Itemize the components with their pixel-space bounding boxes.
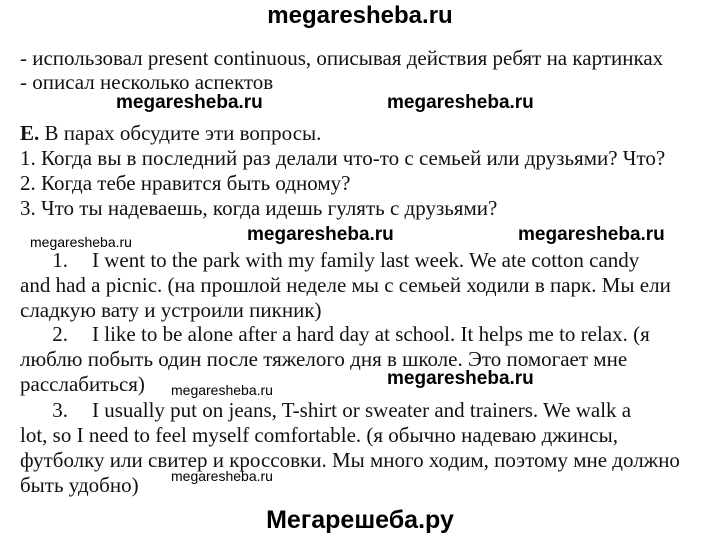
question-3: 3. Что ты надеваешь, когда идешь гулять с друзьями? [20,196,498,220]
answer-3-line-3: футболку или свитер и кроссовки. Мы много ходим, поэтому мне должно [20,448,680,472]
watermark-small-3: megaresheba.ru [171,468,273,484]
answer-1-number: 1. [52,248,68,272]
answer-3-number: 3. [52,398,68,422]
question-1: 1. Когда вы в последний раз делали что-то с семьей или друзьями? Что? [20,146,666,170]
answer-1-line-1: 1. I went to the park with my family last week. We ate cotton candy [20,248,639,272]
answer-3-line-1: 3. I usually put on jeans, T-shirt or sweater and trainers. We walk a [20,398,631,422]
answer-1-line-3: сладкую вату и устроили пикник) [20,298,322,322]
answer-2-line-3: расслабиться) [20,372,145,396]
watermark-small-2: megaresheba.ru [171,382,273,398]
answer-3-line-4: быть удобно) [20,473,139,497]
intro-line-2: - описал несколько аспектов [20,70,274,94]
section-letter: E. [20,121,40,145]
watermark-mid-3: megaresheba.ru [247,224,394,245]
watermark-mid-1: megaresheba.ru [116,92,263,113]
question-2: 2. Когда тебе нравится быть одному? [20,171,351,195]
answer-1-line-2: and had a picnic. (на прошлой неделе мы с семьей ходили в парк. Мы ели [20,273,671,297]
answer-2-number: 2. [52,322,68,346]
watermark-mid-5: megaresheba.ru [387,368,534,389]
watermark-top: megaresheba.ru [267,2,453,29]
watermark-mid-4: megaresheba.ru [518,224,665,245]
section-heading [20,121,321,145]
watermark-bottom: Мегарешеба.ру [266,506,454,534]
section-title: В парах обсудите эти вопросы. [39,121,322,145]
watermark-mid-2: megaresheba.ru [387,92,534,113]
intro-line-1: - использовал present continuous, описывая действия ребят на картинках [20,46,664,70]
watermark-small-1: megaresheba.ru [30,234,132,250]
answer-3-line-2: lot, so I need to feel myself comfortable. (я обычно надеваю джинсы, [20,423,618,447]
answer-2-line-1: 2. I like to be alone after a hard day at school. It helps me to relax. (я [20,322,650,346]
answer-2-line-2: люблю побыть один после тяжелого дня в школе. Это помогает мне [20,347,628,371]
